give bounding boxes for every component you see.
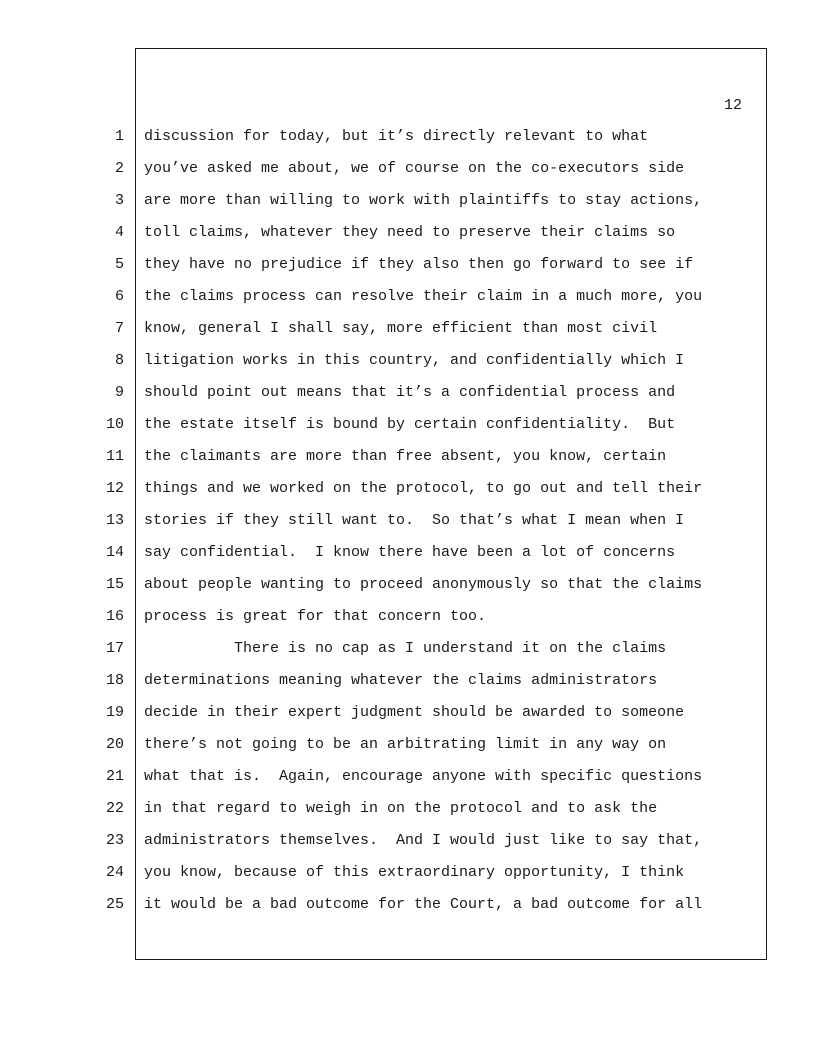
transcript-line: decide in their expert judgment should be awarded to someone <box>144 704 685 721</box>
transcript-line: the estate itself is bound by certain confidentiality. But <box>144 416 676 433</box>
transcript-line: There is no cap as I understand it on the claims <box>144 640 667 657</box>
line-number: 4 <box>114 224 124 241</box>
line-number: 23 <box>105 832 124 849</box>
line-number: 7 <box>114 320 124 337</box>
transcript-line: you’ve asked me about, we of course on the co-executors side <box>144 160 685 177</box>
line-number: 14 <box>105 544 124 561</box>
line-number: 10 <box>105 416 124 433</box>
transcript-line: should point out means that it’s a confidential process and <box>144 384 676 401</box>
transcript-line: toll claims, whatever they need to preserve their claims so <box>144 224 676 241</box>
transcript-line: there’s not going to be an arbitrating limit in any way on <box>144 736 667 753</box>
line-number: 1 <box>114 128 124 145</box>
transcript-line: what that is. Again, encourage anyone with specific questions <box>144 768 703 785</box>
page-number: 12 <box>723 97 742 114</box>
transcript-line: about people wanting to proceed anonymously so that the claims <box>144 576 703 593</box>
line-number: 16 <box>105 608 124 625</box>
line-number: 8 <box>114 352 124 369</box>
line-number: 9 <box>114 384 124 401</box>
line-number: 6 <box>114 288 124 305</box>
transcript-line: you know, because of this extraordinary opportunity, I think <box>144 864 685 881</box>
line-number: 25 <box>105 896 124 913</box>
transcript-body <box>144 127 756 927</box>
transcript-line: discussion for today, but it’s directly relevant to what <box>144 128 649 145</box>
transcript-line: in that regard to weigh in on the protocol and to ask the <box>144 800 658 817</box>
line-number: 5 <box>114 256 124 273</box>
transcript-line: they have no prejudice if they also then go forward to see if <box>144 256 694 273</box>
transcript-line: things and we worked on the protocol, to go out and tell their <box>144 480 703 497</box>
transcript-line: the claimants are more than free absent, you know, certain <box>144 448 667 465</box>
line-number: 3 <box>114 192 124 209</box>
line-number: 18 <box>105 672 124 689</box>
transcript-line: stories if they still want to. So that’s what I mean when I <box>144 512 685 529</box>
line-number: 22 <box>105 800 124 817</box>
transcript-line: say confidential. I know there have been a lot of concerns <box>144 544 676 561</box>
line-number: 11 <box>105 448 124 465</box>
line-number: 2 <box>114 160 124 177</box>
line-number: 13 <box>105 512 124 529</box>
transcript-line: process is great for that concern too. <box>144 608 487 625</box>
line-number: 24 <box>105 864 124 881</box>
transcript-line: the claims process can resolve their claim in a much more, you <box>144 288 703 305</box>
line-number: 19 <box>105 704 124 721</box>
line-number: 20 <box>105 736 124 753</box>
line-number-column <box>90 127 124 927</box>
transcript-line: know, general I shall say, more efficient than most civil <box>144 320 658 337</box>
line-number: 12 <box>105 480 124 497</box>
transcript-line: litigation works in this country, and confidentially which I <box>144 352 685 369</box>
line-number: 17 <box>105 640 124 657</box>
transcript-line: are more than willing to work with plaintiffs to stay actions, <box>144 192 703 209</box>
transcript-line: determinations meaning whatever the claims administrators <box>144 672 658 689</box>
line-number: 15 <box>105 576 124 593</box>
transcript-line: it would be a bad outcome for the Court, a bad outcome for all <box>144 896 703 913</box>
line-number: 21 <box>105 768 124 785</box>
transcript-line: administrators themselves. And I would just like to say that, <box>144 832 703 849</box>
